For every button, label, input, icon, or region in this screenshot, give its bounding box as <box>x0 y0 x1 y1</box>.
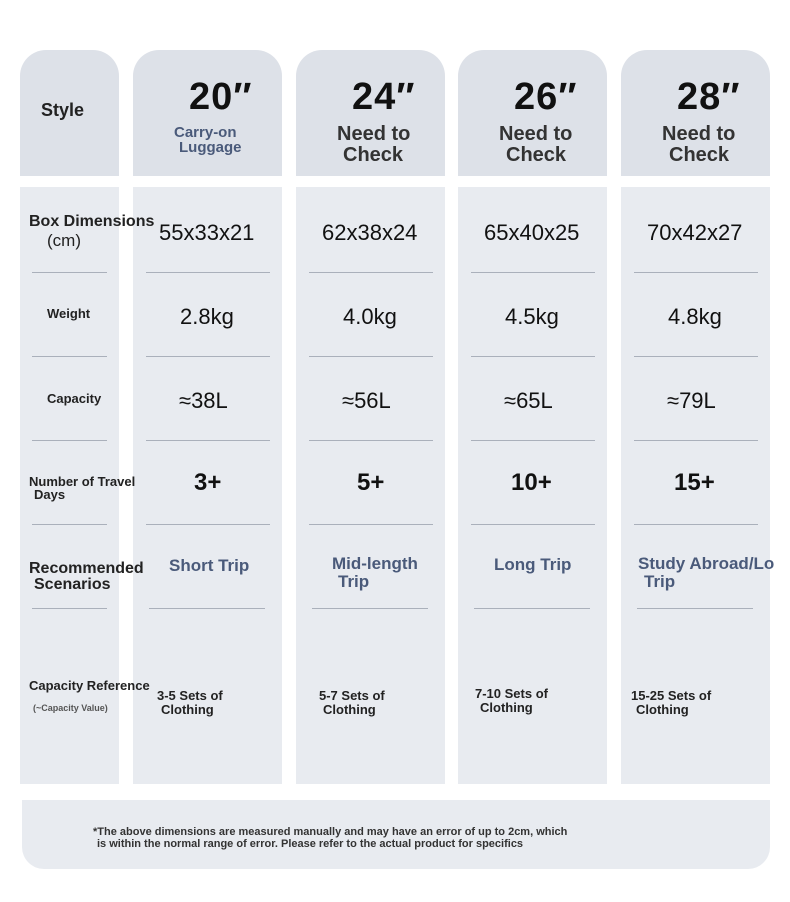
capacity-reference-28-line1: 15-25 Sets of <box>631 688 712 703</box>
footnote-line1: *The above dimensions are measured manually and may have an error of up to 2cm, which <box>93 826 568 838</box>
divider <box>471 524 595 525</box>
size-20: 20″ <box>189 76 253 118</box>
divider <box>149 608 265 609</box>
divider <box>32 356 107 357</box>
divider <box>32 440 107 441</box>
divider <box>471 272 595 273</box>
divider <box>309 356 433 357</box>
weight-20: 2.8kg <box>180 304 234 329</box>
travel-days-20: 3+ <box>194 469 222 496</box>
size-28-note-line2: Check <box>669 144 730 166</box>
divider <box>146 272 270 273</box>
divider <box>471 356 595 357</box>
divider <box>634 356 758 357</box>
capacity-24: ≈56L <box>342 388 391 413</box>
divider <box>309 272 433 273</box>
weight-28: 4.8kg <box>668 304 722 329</box>
divider <box>634 440 758 441</box>
capacity-reference-label: Capacity Reference <box>29 678 150 693</box>
size-26-note-line2: Check <box>506 144 567 166</box>
box-dimensions-20: 55x33x21 <box>159 220 255 245</box>
scenario-28-line1: Study Abroad/Lo <box>638 554 775 573</box>
box-dimensions-26: 65x40x25 <box>484 220 580 245</box>
capacity-26: ≈65L <box>504 388 553 413</box>
scenario-26: Long Trip <box>494 555 572 574</box>
travel-days-label-line1: Number of Travel <box>29 474 136 489</box>
divider <box>32 272 107 273</box>
travel-days-24: 5+ <box>357 469 385 496</box>
divider <box>146 524 270 525</box>
capacity-reference-24-line2: Clothing <box>323 702 376 717</box>
divider <box>309 524 433 525</box>
size-20-note-line2: Luggage <box>179 139 242 156</box>
divider <box>146 356 270 357</box>
capacity-reference-26-line2: Clothing <box>480 700 533 715</box>
divider <box>637 608 753 609</box>
capacity-28: ≈79L <box>667 388 716 413</box>
divider <box>146 440 270 441</box>
scenario-20: Short Trip <box>169 556 250 575</box>
divider <box>634 272 758 273</box>
capacity-reference-26-line1: 7-10 Sets of <box>475 686 548 701</box>
divider <box>471 440 595 441</box>
box-dimensions-label: Box Dimensions <box>29 213 155 230</box>
capacity-reference-sublabel: (~Capacity Value) <box>33 703 108 713</box>
weight-24: 4.0kg <box>343 304 397 329</box>
footnote-line2: is within the normal range of error. Please refer to the actual product for specifics <box>97 838 524 850</box>
divider <box>309 440 433 441</box>
capacity-reference-20-line2: Clothing <box>161 702 214 717</box>
divider <box>312 608 428 609</box>
size-24-note-line2: Check <box>343 144 404 166</box>
scenario-28-line2: Trip <box>644 572 676 591</box>
size-20-note-line1: Carry-on <box>174 124 237 141</box>
capacity-reference-28-line2: Clothing <box>636 702 689 717</box>
scenarios-label-line2: Scenarios <box>34 576 111 593</box>
divider <box>634 524 758 525</box>
divider <box>474 608 590 609</box>
travel-days-26: 10+ <box>511 469 552 496</box>
size-26: 26″ <box>514 76 578 118</box>
capacity-20: ≈38L <box>179 388 228 413</box>
capacity-label: Capacity <box>47 391 102 406</box>
size-24-note-line1: Need to <box>337 123 411 145</box>
capacity-reference-20-line1: 3-5 Sets of <box>157 688 223 703</box>
box-dimensions-24: 62x38x24 <box>322 220 418 245</box>
size-26-note-line1: Need to <box>499 123 573 145</box>
weight-26: 4.5kg <box>505 304 559 329</box>
divider <box>32 608 107 609</box>
scenario-24-line2: Trip <box>338 572 370 591</box>
scenario-24-line1: Mid-length <box>332 554 418 573</box>
style-label: Style <box>41 100 85 120</box>
size-24: 24″ <box>352 76 416 118</box>
weight-label: Weight <box>47 306 91 321</box>
box-dimensions-unit: (cm) <box>47 231 81 250</box>
travel-days-28: 15+ <box>674 469 715 496</box>
divider <box>32 524 107 525</box>
box-dimensions-28: 70x42x27 <box>647 220 743 245</box>
scenarios-label-line1: Recommended <box>29 560 144 577</box>
size-28-note-line1: Need to <box>662 123 736 145</box>
size-28: 28″ <box>677 76 741 118</box>
capacity-reference-24-line1: 5-7 Sets of <box>319 688 385 703</box>
travel-days-label-line2: Days <box>34 487 66 502</box>
